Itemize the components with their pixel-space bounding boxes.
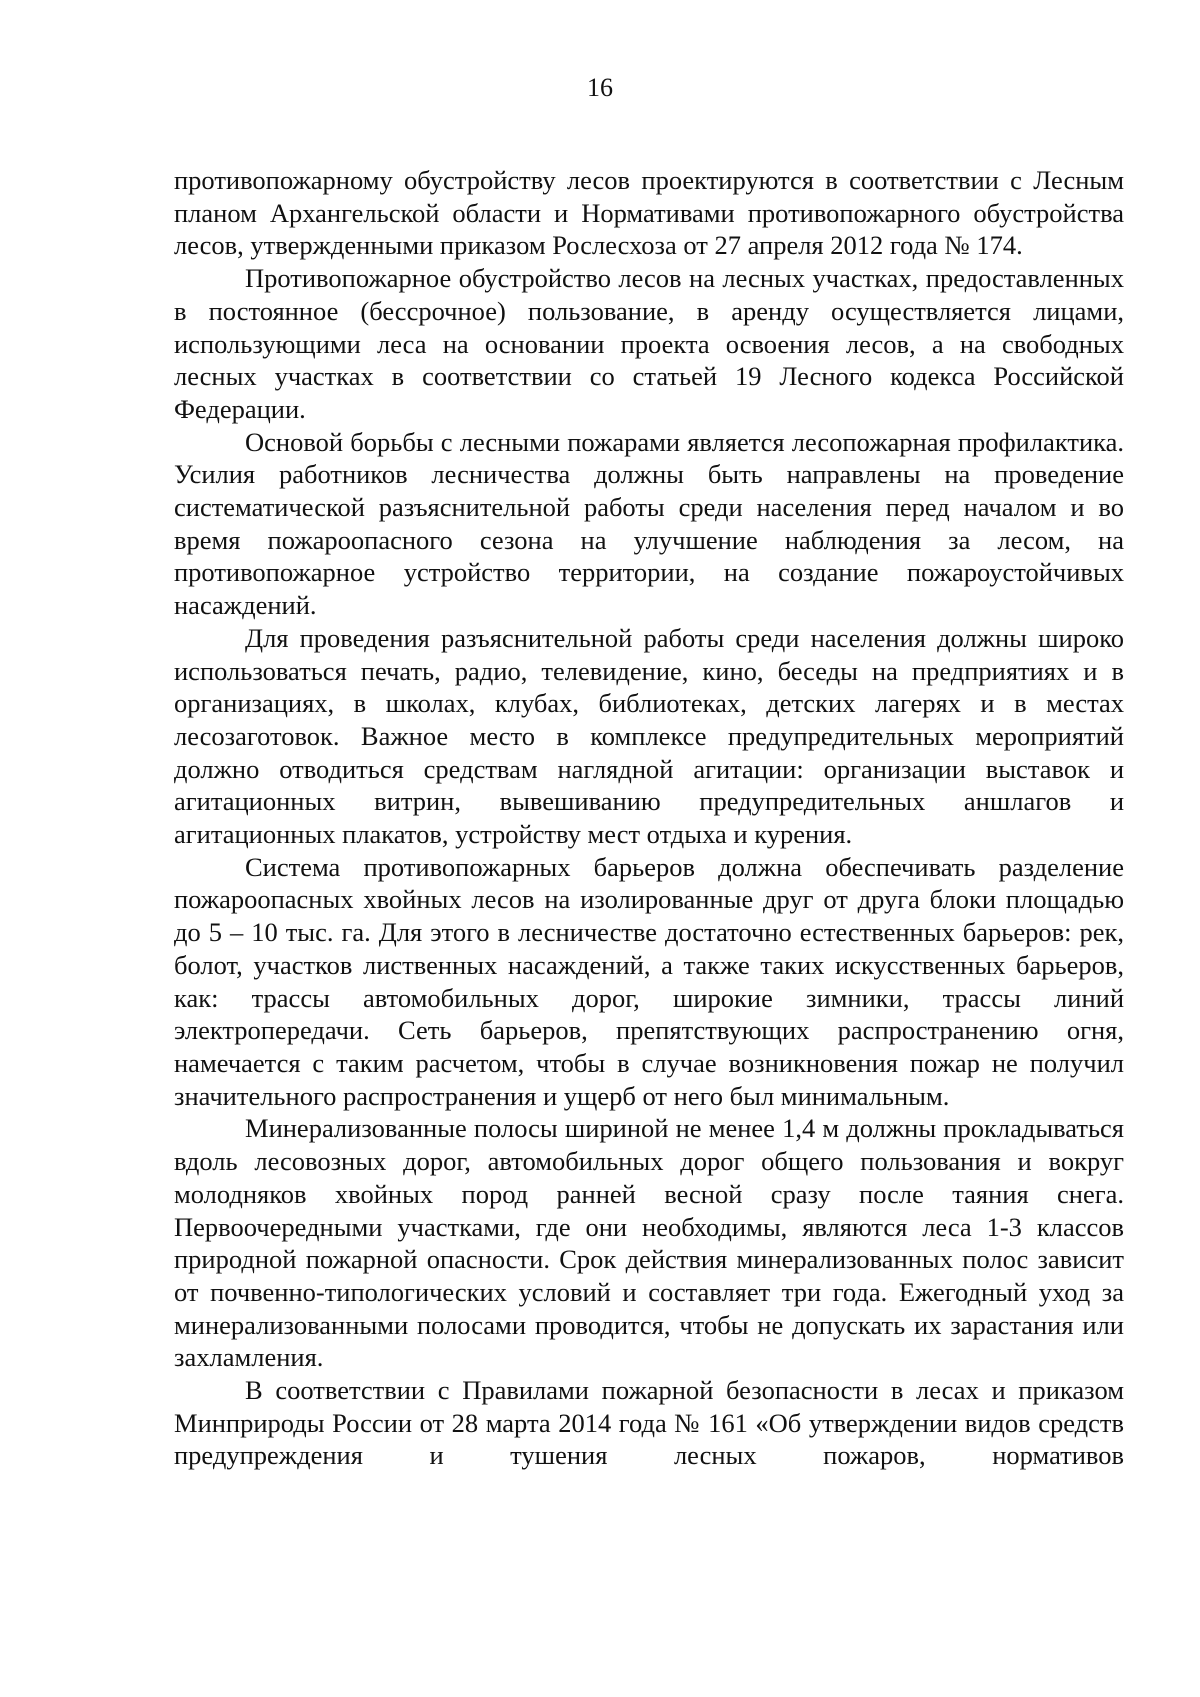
paragraph: Система противопожарных барьеров должна обеспечивать разделение пожароопасных хвойных лесов на изолированные друг от друга блоки площадью до 5 – 10 тыс. га. Для этого в лесничестве достаточно естественных барьеров: рек, болот, участков лиственных насаждений, а также таких искусственных барьеров, как: трассы автомобильных дорог, широкие зимники, трассы линий электропередачи. Сеть барьеров, препятствующих распространению огня, намечается с таким расчетом, чтобы в случае возникновения пожар не получил значительного распространения и ущерб от него был минимальным. [174, 851, 1124, 1111]
paragraph: Основой борьбы с лесными пожарами является лесопожарная профилактика. Усилия работников лесничества должны быть направлены на проведение систематической разъяснительной работы среди населения перед началом и во время пожароопасного сезона на улучшение наблюдения за лесом, на противопожарное устройство территории, на создание пожароустойчивых насаждений. [174, 426, 1124, 621]
page-number: 16 [587, 73, 613, 102]
paragraph: Для проведения разъяснительной работы среди населения должны широко использоваться печать, радио, телевидение, кино, беседы на предприятиях и в организациях, в школах, клубах, библиотеках, детских лагерях и в местах лесозаготовок. Важное место в комплексе предупредительных мероприятий должно отводиться средствам наглядной агитации: организации выставок и агитационных витрин, вывешиванию предупредительных аншлагов и агитационных плакатов, устройству мест отдыха и курения. [174, 622, 1124, 850]
paragraph: Минерализованные полосы шириной не менее 1,4 м должны прокладываться вдоль лесовозных дорог, автомобильных дорог общего пользования и вокруг молодняков хвойных пород ранней весной сразу после таяния снега. Первоочередными участками, где они необходимы, являются леса 1-3 классов природной пожарной опасности. Срок действия минерализованных полос зависит от почвенно-типологических условий и составляет три года. Ежегодный уход за минерализованными полосами проводится, чтобы не допускать их зарастания или захламления. [174, 1113, 1124, 1373]
paragraph-continued: противопожарному обустройству лесов проектируются в соответствии с Лесным планом Архангельской области и Нормативами противопожарного обустройства лесов, утвержденными приказом Рослесхоза от 27 апреля 2012 года № 174. [174, 165, 1124, 261]
paragraph: Противопожарное обустройство лесов на лесных участках, предоставленных в постоянное (бессрочное) пользование, в аренду осуществляется лицами, использующими леса на основании проекта освоения лесов, а на свободных лесных участках в соответствии со статьей 19 Лесного кодекса Российской Федерации. [174, 263, 1124, 424]
document-body [174, 164, 1124, 1472]
paragraph: В соответствии с Правилами пожарной безопасности в лесах и приказом Минприроды России от 28 марта 2014 года № 161 «Об утверждении видов средств предупреждения и тушения лесных пожаров, нормативов [174, 1375, 1124, 1471]
